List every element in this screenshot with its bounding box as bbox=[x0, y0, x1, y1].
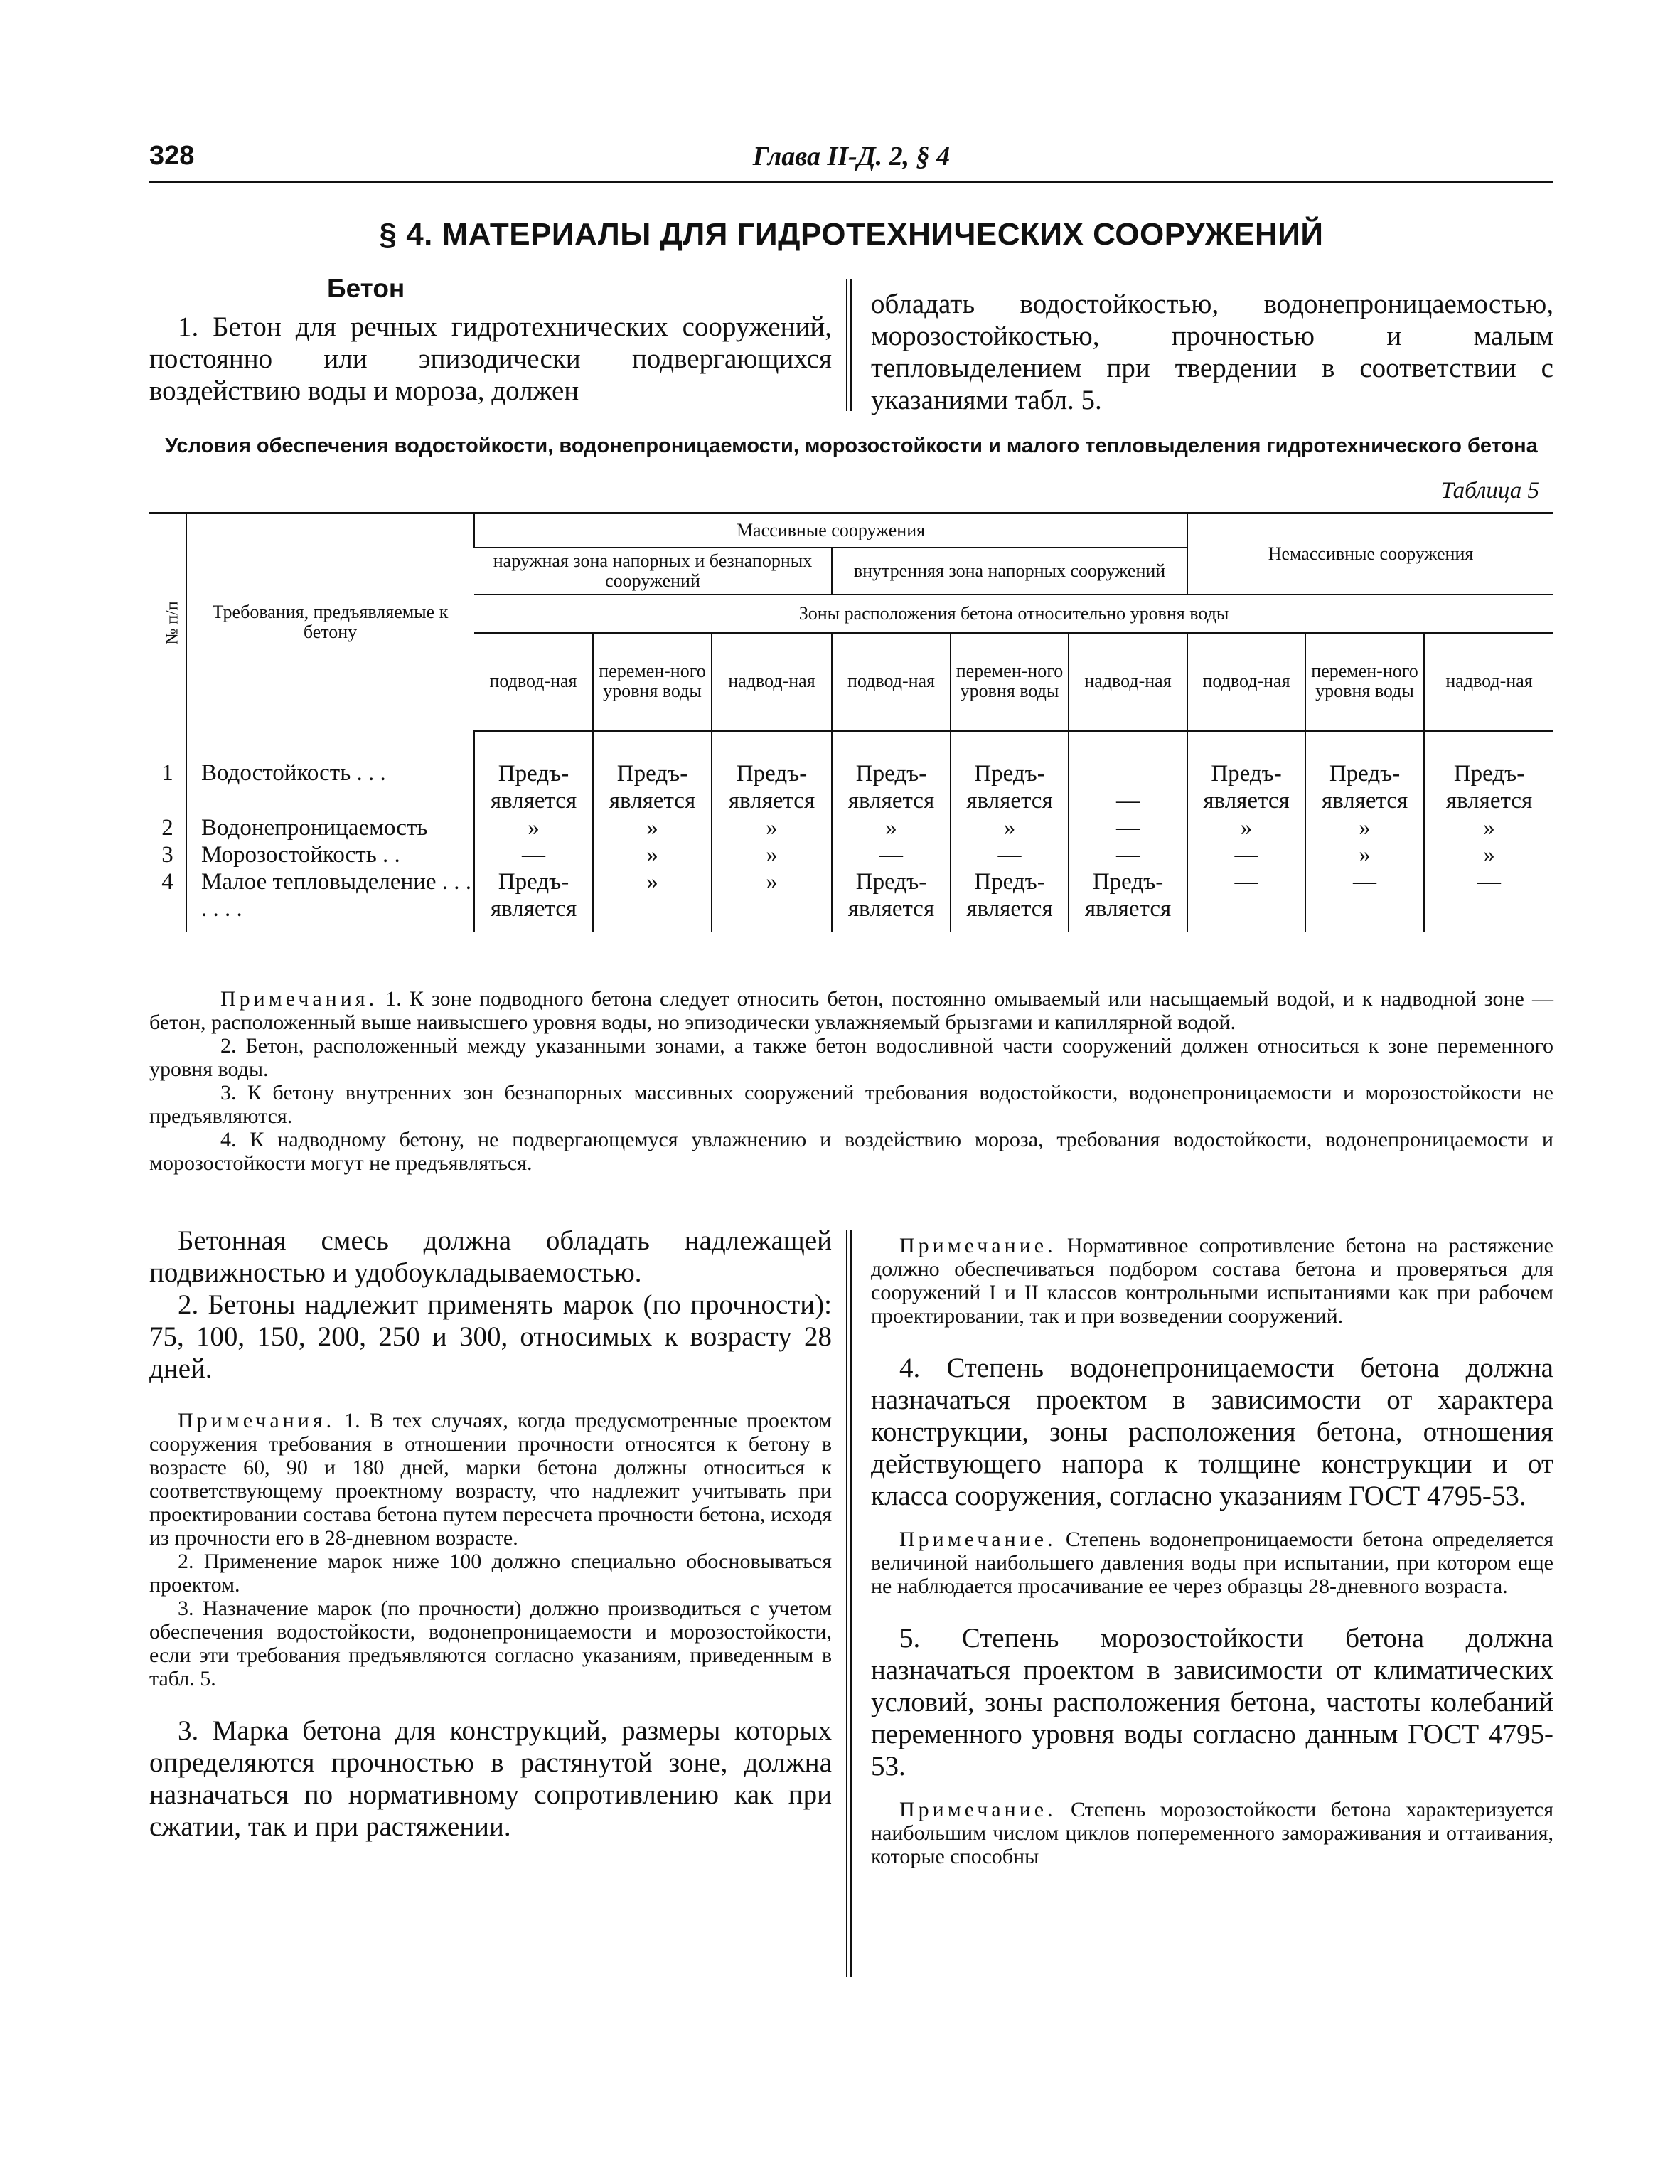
table-note-3: 3. К бетону внутренних зон безнапорных массивных сооружений требования водостойкости, водонепроницаемости и морозостойкости не предъявляются. bbox=[149, 1081, 1553, 1128]
grade-note-3: 3. Назначение марок (по прочности) должно производиться с учетом обеспечения водостойкости, водонепроницаемости и морозостойкости, если эти требования предъявляются согласно указаниям, приведенным в табл. 5. bbox=[149, 1597, 832, 1690]
bottom-right-column bbox=[871, 1234, 1553, 1868]
requirement-name: Малое тепловыделение . . . . . . . bbox=[186, 868, 474, 932]
table-cell: » bbox=[593, 814, 712, 841]
paragraph-1-start: 1. Бетон для речных гидротехнических сооружений, постоянно или эпизодически подвергающихся воздействию воды и мороза, должен bbox=[149, 311, 832, 406]
table-cell: — bbox=[1069, 841, 1187, 868]
zone-variable-header: перемен-ного уровня воды bbox=[1305, 633, 1424, 731]
table-cell: — bbox=[1187, 868, 1305, 932]
grade-note-2: 2. Применение марок ниже 100 должно специально обосновываться проектом. bbox=[149, 1550, 832, 1597]
table-cell: — bbox=[1069, 731, 1187, 815]
table-cell: Предъ-является bbox=[712, 731, 832, 815]
table-row bbox=[149, 731, 1553, 815]
table-note-1 bbox=[149, 987, 1553, 1034]
requirement-name: Водонепроницаемость bbox=[186, 814, 474, 841]
table-label: Таблица 5 bbox=[1440, 478, 1539, 504]
chapter-reference: Глава II-Д. 2, § 4 bbox=[752, 142, 951, 171]
table-cell: Предъ-является bbox=[951, 868, 1069, 932]
notes-lead: Примечания. bbox=[220, 987, 378, 1011]
table-cell: Предъ-является bbox=[1424, 731, 1553, 815]
table-note-4: 4. К надводному бетону, не подвергающемуся увлажнению и воздействию мороза, требования водостойкости, водонепроницаемости и морозостойкости могут не предъявляться. bbox=[149, 1128, 1553, 1175]
inner-zone-header: внутренняя зона напорных сооружений bbox=[832, 548, 1187, 595]
spacer bbox=[871, 1782, 1553, 1798]
table-cell: » bbox=[712, 841, 832, 868]
row-number: 4 bbox=[161, 869, 173, 895]
frost-note-text: Степень морозостойкости бетона характеризуется наибольшим числом циклов попеременного замораживания и оттаивания, которые способны bbox=[871, 1798, 1554, 1868]
spacer bbox=[871, 1598, 1553, 1622]
requirements-column-header: Требования, предъявляемые к бетону bbox=[186, 513, 474, 731]
spacer bbox=[149, 1690, 832, 1715]
number-column-label: № п/п bbox=[163, 601, 182, 645]
table-5 bbox=[149, 512, 1553, 932]
table-cell: — bbox=[832, 841, 951, 868]
table-cell: Предъ-является bbox=[593, 731, 712, 815]
requirement-name: Водостойкость . . . bbox=[186, 731, 474, 815]
table-cell: Предъ-является bbox=[1305, 731, 1424, 815]
spacer bbox=[871, 1512, 1553, 1528]
zones-header: Зоны расположения бетона относительно уровня воды bbox=[474, 595, 1553, 633]
table-cell: Предъ-является bbox=[832, 868, 951, 932]
table-cell: » bbox=[1187, 814, 1305, 841]
table-cell: — bbox=[1187, 841, 1305, 868]
table-cell: » bbox=[951, 814, 1069, 841]
table-cell: — bbox=[474, 841, 593, 868]
table-cell: » bbox=[474, 814, 593, 841]
paragraph-2: 2. Бетоны надлежит применять марок (по прочности): 75, 100, 150, 200, 250 и 300, относимых к возрасту 28 дней. bbox=[149, 1289, 832, 1384]
column-divider bbox=[846, 279, 852, 411]
paragraph-4: 4. Степень водонепроницаемости бетона должна назначаться проектом в зависимости от характера конструкции, зоны расположения бетона, отношения действующего напора к толщине конструкции и от класса сооружения, согласно указаниям ГОСТ 4795-53. bbox=[871, 1353, 1553, 1511]
grade-note-1 bbox=[149, 1409, 832, 1550]
tension-note-text: Нормативное сопротивление бетона на растяжение должно обеспечиваться подбором состава бетона и проверяться для сооружений I и II классов контрольными испытаниями как при рабочем проектировании, так и при возведении сооружений. bbox=[871, 1234, 1553, 1328]
table-cell: » bbox=[1424, 814, 1553, 841]
table-cell: » bbox=[712, 814, 832, 841]
frost-note bbox=[871, 1798, 1553, 1868]
table-notes bbox=[149, 987, 1553, 1175]
grade-notes-lead: Примечания. bbox=[178, 1409, 336, 1432]
table-cell: » bbox=[593, 841, 712, 868]
zone-under-header: подвод-ная bbox=[1187, 633, 1305, 731]
tension-note-lead: Примечание. bbox=[899, 1234, 1056, 1257]
zone-under-header: подвод-ная bbox=[832, 633, 951, 731]
table-cell: Предъ-является bbox=[1069, 868, 1187, 932]
table-cell: » bbox=[1305, 814, 1424, 841]
outer-zone-header: наружная зона напорных и безнапорных сооружений bbox=[474, 548, 832, 595]
number-column-header bbox=[149, 513, 186, 731]
table-cell: » bbox=[712, 868, 832, 932]
spacer bbox=[871, 1328, 1553, 1352]
table-row bbox=[149, 868, 1553, 932]
intro-columns bbox=[149, 274, 1553, 416]
zone-variable-header: перемен-ного уровня воды bbox=[593, 633, 712, 731]
water-note bbox=[871, 1528, 1553, 1598]
requirement-name: Морозостойкость . . bbox=[186, 841, 474, 868]
paragraph-3: 3. Марка бетона для конструкций, размеры которых определяются прочностью в растянутой зоне, должна назначаться по нормативному сопротивлению как при сжатии, так и при растяжении. bbox=[149, 1715, 832, 1842]
tension-note bbox=[871, 1234, 1553, 1328]
zone-under-header: подвод-ная bbox=[474, 633, 593, 731]
row-number: 2 bbox=[161, 815, 173, 841]
massive-structures-header: Массивные сооружения bbox=[474, 513, 1187, 548]
table-cell: » bbox=[1424, 841, 1553, 868]
water-note-text: Степень водонепроницаемости бетона определяется величиной наибольшего давления воды при испытании, при котором еще не наблюдается просачивание ее через образцы 28-дневного возраста. bbox=[871, 1528, 1554, 1598]
row-number: 1 bbox=[161, 760, 173, 786]
bottom-left-column bbox=[149, 1225, 832, 1843]
table-row bbox=[149, 841, 1553, 868]
intro-right-column bbox=[871, 274, 1553, 416]
row-number: 3 bbox=[161, 842, 173, 868]
zone-above-header: надвод-ная bbox=[1424, 633, 1553, 731]
subsection-title: Бетон bbox=[327, 274, 405, 303]
grade-note-1-text: 1. В тех случаях, когда предусмотренные проектом сооружения требования в отношении прочности относятся к бетону в возрасте 60, 90 и 180 дней, марки бетона должны относиться к соответствующему проектному возрасту, что надлежит учитывать при проектировании состава бетона путем пересчета прочности бетона, исходя из прочности его в 28-дневном возрасте. bbox=[149, 1409, 833, 1550]
paragraph-5: 5. Степень морозостойкости бетона должна назначаться проектом в зависимости от климатических условий, зоны расположения бетона, частоты колебаний переменного уровня воды согласно данным ГОСТ 4795-53. bbox=[871, 1623, 1553, 1781]
table-row bbox=[149, 814, 1553, 841]
non-massive-structures-header: Немассивные сооружения bbox=[1187, 513, 1553, 595]
document-page bbox=[149, 0, 1553, 2184]
table-note-2: 2. Бетон, расположенный между указанными зонами, а также бетон водосливной части сооружений должен относиться к зоне переменного уровня воды. bbox=[149, 1034, 1553, 1081]
zone-above-header: надвод-ная bbox=[1069, 633, 1187, 731]
table-cell: Предъ-является bbox=[474, 731, 593, 815]
zone-variable-header: перемен-ного уровня воды bbox=[951, 633, 1069, 731]
table-cell: Предъ-является bbox=[1187, 731, 1305, 815]
column-divider bbox=[846, 1230, 852, 1977]
page-number: 328 bbox=[149, 141, 195, 171]
table-cell: — bbox=[951, 841, 1069, 868]
table-cell: Предъ-является bbox=[474, 868, 593, 932]
table-caption: Условия обеспечения водостойкости, водонепроницаемости, морозостойкости и малого тепловыделения гидротехнического бетона bbox=[165, 435, 1538, 457]
table-cell: — bbox=[1305, 868, 1424, 932]
table-cell: » bbox=[1305, 841, 1424, 868]
table-cell: Предъ-является bbox=[832, 731, 951, 815]
zone-above-header: надвод-ная bbox=[712, 633, 832, 731]
requirements-table bbox=[149, 512, 1553, 932]
water-note-lead: Примечание. bbox=[899, 1528, 1056, 1551]
section-title: § 4. МАТЕРИАЛЫ ДЛЯ ГИДРОТЕХНИЧЕСКИХ СООРУЖЕНИЙ bbox=[379, 217, 1324, 252]
intro-left-column bbox=[149, 274, 832, 407]
spacer bbox=[149, 1385, 832, 1409]
paragraph-mix: Бетонная смесь должна обладать надлежащей подвижностью и удобоукладываемостью. bbox=[149, 1225, 832, 1288]
table-cell: Предъ-является bbox=[951, 731, 1069, 815]
frost-note-lead: Примечание. bbox=[899, 1798, 1056, 1821]
table-cell: » bbox=[593, 868, 712, 932]
table-cell: — bbox=[1424, 868, 1553, 932]
table-note-1-text: 1. К зоне подводного бетона следует относить бетон, постоянно омываемый или насыщаемый водой, и к надводной зоне — бетон, расположенный выше наивысшего уровня воды, но эпизодически увлажняемый брызгами и капиллярной водой. bbox=[149, 987, 1553, 1034]
paragraph-1-end: обладать водостойкостью, водонепроницаемостью, морозостойкостью, прочностью и малым тепловыделением при твердении в соответствии с указаниями табл. 5. bbox=[871, 289, 1553, 415]
table-cell: » bbox=[832, 814, 951, 841]
running-header bbox=[149, 141, 1553, 183]
table-cell: — bbox=[1069, 814, 1187, 841]
